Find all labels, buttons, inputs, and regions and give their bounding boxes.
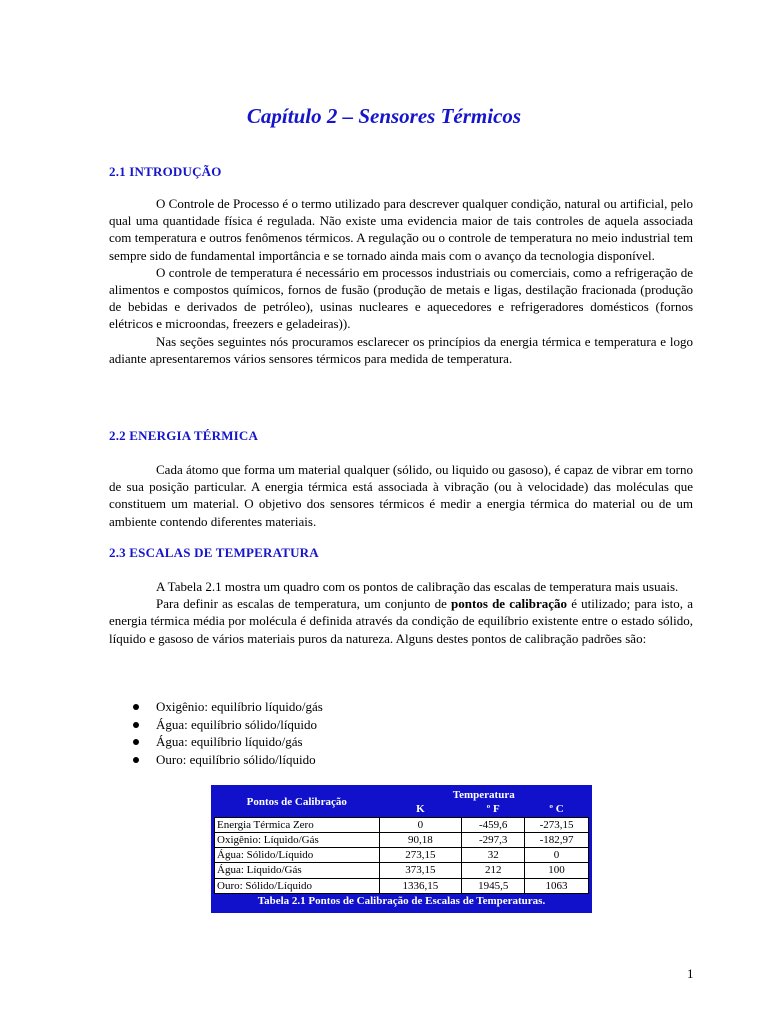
table-caption: Tabela 2.1 Pontos de Calibração de Escalas de Temperaturas. xyxy=(215,894,589,909)
paragraph xyxy=(109,595,693,647)
header-calibration-points: Pontos de Calibração xyxy=(215,788,380,817)
table-row xyxy=(215,848,589,863)
cell-name: Ouro: Sólido/Líquido xyxy=(215,878,380,893)
paragraph: Cada átomo que forma um material qualquer (sólido, ou liquido ou gasoso), é capaz de vibrar em torno de sua posição particular. A energia térmica está associada à vibração (ou à velocidade) das moléculas que constituem um material. O objetivo dos sensores térmicos é medir a energia térmica do material ou de um ambiente contendo diferentes materiais. xyxy=(109,462,693,529)
section-body-escalas xyxy=(109,578,693,647)
paragraph: O controle de temperatura é necessário em processos industriais ou comerciais, como a refrigeração de alimentos e compostos químicos, fornos de fusão (produção de metais e ligas, destilação fracionada (produção de bebidas e derivados de petróleo), usinas nucleares e aquecedores e refrigeradores domésticos (fornos elétricos e microondas, freezers e geladeiras)). xyxy=(109,264,693,332)
section-body-energia-termica xyxy=(109,461,693,530)
table-header-row xyxy=(215,788,589,802)
calibration-table-frame xyxy=(211,785,592,913)
cell-kelvin: 1336,15 xyxy=(379,878,462,893)
header-unit-celsius: º C xyxy=(525,802,589,817)
cell-celsius: 100 xyxy=(525,863,589,878)
bullet-icon xyxy=(133,739,139,745)
calibration-table xyxy=(214,788,589,908)
list-item-text: Água: equilíbrio líquido/gás xyxy=(156,734,303,750)
paragraph: O Controle de Processo é o termo utilizado para descrever qualquer condição, natural ou artificial, pelo qual uma quantidade física é regulada. Não existe uma evidencia maior de tais controles de aquela associada com temperatura e outros fenômenos térmicos. A regulação ou o controle de temperatura no meio industrial tem sempre sido de fundamental importância e se tornado ainda mais com o avanço da tecnologia disponível. xyxy=(109,196,693,263)
cell-fahrenheit: -459,6 xyxy=(462,817,525,832)
section-body-introducao xyxy=(109,195,693,367)
cell-name: Água: Sólido/Líquido xyxy=(215,848,380,863)
cell-celsius: -182,97 xyxy=(525,832,589,847)
section-heading-energia-termica: 2.2 ENERGIA TÉRMICA xyxy=(109,428,259,443)
page-number: 1 xyxy=(687,966,694,981)
list-item xyxy=(109,716,323,734)
bold-term: pontos de calibração xyxy=(451,596,568,612)
cell-celsius: 1063 xyxy=(525,878,589,893)
cell-kelvin: 273,15 xyxy=(379,848,462,863)
cell-fahrenheit: 1945,5 xyxy=(462,878,525,893)
list-item-text: Água: equilíbrio sólido/líquido xyxy=(156,716,318,732)
cell-fahrenheit: 212 xyxy=(462,863,525,878)
chapter-title: Capítulo 2 – Sensores Térmicos xyxy=(246,104,522,128)
cell-fahrenheit: 32 xyxy=(462,848,525,863)
cell-name: Energia Térmica Zero xyxy=(215,817,380,832)
text-run: Para definir as escalas de temperatura, um conjunto de xyxy=(156,596,452,612)
list-item-text: Oxigênio: equilíbrio líquido/gás xyxy=(156,699,323,714)
cell-kelvin: 0 xyxy=(379,817,462,832)
bullet-icon xyxy=(133,757,139,763)
cell-celsius: 0 xyxy=(525,848,589,863)
calibration-bullet-list xyxy=(109,698,323,768)
table-row xyxy=(215,878,589,893)
cell-fahrenheit: -297,3 xyxy=(462,832,525,847)
paragraph: A Tabela 2.1 mostra um quadro com os pontos de calibração das escalas de temperatura mais usuais. xyxy=(156,579,679,594)
table-row xyxy=(215,832,589,847)
text-run: é utilizado; para isto, a energia térmica média por molécula é definida através da condição de equilíbrio existente entre o estado sólido, líquido e gasoso de vários materiais puros da natureza. Alguns destes pontos de calibração padrões são: xyxy=(109,596,693,646)
list-item-text: Ouro: equilíbrio sólido/líquido xyxy=(156,751,316,767)
section-heading-introducao: 2.1 INTRODUÇÃO xyxy=(109,164,222,179)
list-item xyxy=(109,733,323,751)
bullet-icon xyxy=(133,704,139,710)
header-temperature: Temperatura xyxy=(379,788,589,802)
bullet-icon xyxy=(133,722,139,728)
paragraph: Nas seções seguintes nós procuramos esclarecer os princípios da energia térmica e temperatura e logo adiante apresentaremos vários sensores térmicos para medida de temperatura. xyxy=(109,333,693,366)
cell-kelvin: 90,18 xyxy=(379,832,462,847)
section-heading-escalas: 2.3 ESCALAS DE TEMPERATURA xyxy=(109,545,319,560)
list-item xyxy=(109,751,323,769)
table-row xyxy=(215,863,589,878)
header-unit-fahrenheit: º F xyxy=(462,802,525,817)
table-caption-row xyxy=(215,894,589,909)
list-item xyxy=(109,698,323,716)
cell-kelvin: 373,15 xyxy=(379,863,462,878)
cell-name: Oxigênio: Líquido/Gás xyxy=(215,832,380,847)
cell-name: Água: Líquido/Gás xyxy=(215,863,380,878)
cell-celsius: -273,15 xyxy=(525,817,589,832)
table-row xyxy=(215,817,589,832)
header-unit-kelvin: K xyxy=(379,802,462,817)
